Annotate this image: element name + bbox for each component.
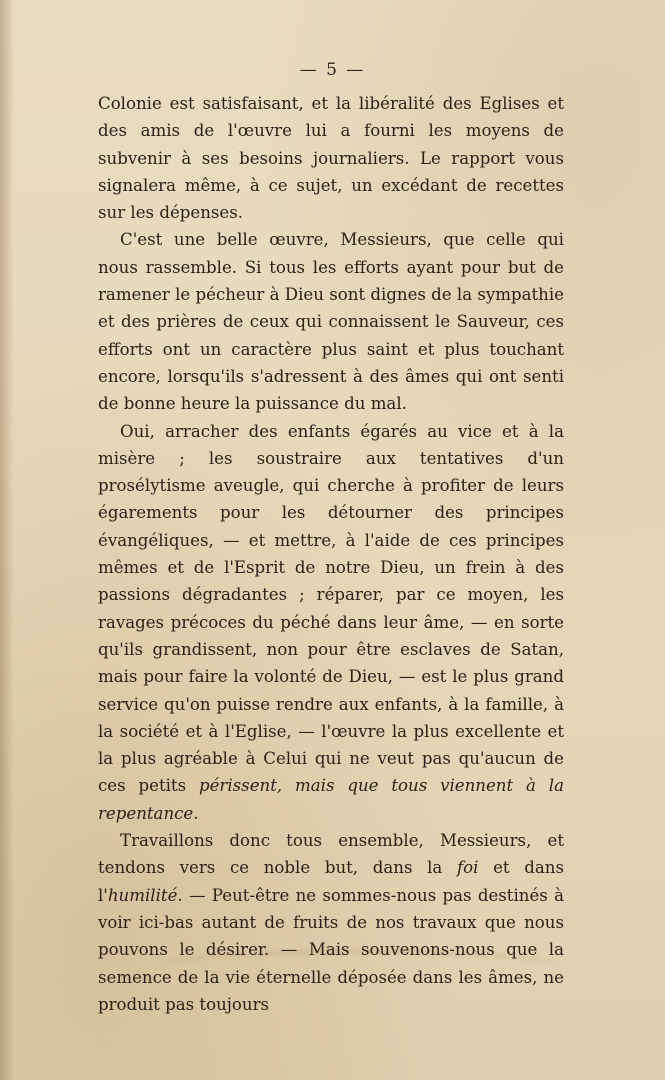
paragraph-4-italic-humilite: humilité [107, 885, 178, 905]
paragraph-4-text-2: et dans l' [98, 858, 564, 905]
paragraph-1: Colonie est satisfaisant, et la libéralité des Eglises et des amis de l'œuvre lui a fourni les moyens de subvenir à ses besoins journaliers. Le rapport vous signalera même, à ce sujet, un excédant de recettes sur les dépenses. [98, 94, 564, 223]
paragraph-2: C'est une belle œuvre, Messieurs, que celle qui nous rassemble. Si tous les efforts ayant pour but de ramener le pécheur à Dieu sont dignes de la sympathie et des prières de ceux qui connaissent le Sauveur, ces efforts ont un caractère plus saint et plus touchant encore, lorsqu'ils s'adressent à des âmes qui ont senti de bonne heure la puissance du mal. [98, 230, 564, 414]
paragraph-3-text: Oui, arracher des enfants égarés au vice et à la misère ; les soustraire aux tentatives d'un prosélytisme aveugle, qui cherche à profiter de leurs égarements pour les détourner des principes évangéliques, — et mettre, à l'aide de ces principes mêmes et de l'Esprit de notre Dieu, un frein à des passions dégradantes ; réparer, par ce moyen, les ravages précoces du péché dans leur âme, — en sorte qu'ils grandissent, non pour être esclaves de Satan, mais pour faire la volonté de Dieu, — est le plus grand service qu'on puisse rendre aux enfants, à la famille, à la société et à l'Eglise, — l'œuvre la plus excellente et la plus agréable à Celui qui ne veut pas qu'aucun de ces petits [98, 421, 564, 796]
paragraph-3-end: . [193, 803, 199, 823]
paragraph-4-text-1: Travaillons donc tous ensemble, Messieurs, et tendons vers ce noble but, dans la [98, 831, 564, 878]
paragraph-3-italic: périssent, mais que tous viennent à la repentance [98, 776, 564, 823]
paragraph-4-text-3: . — Peut-être ne sommes-nous pas destinés à voir ici-bas autant de fruits de nos travaux que nous pouvons le désirer. — Mais souvenons-nous que la semence de la vie éternelle déposée dans les âmes, ne produit pas toujours [98, 885, 564, 1014]
body-text [98, 90, 564, 1018]
paragraph-3 [98, 418, 564, 827]
paragraph-4 [98, 827, 564, 1018]
paragraph-4-italic-foi: foi [457, 858, 479, 878]
page-number: — 5 — [299, 60, 366, 80]
